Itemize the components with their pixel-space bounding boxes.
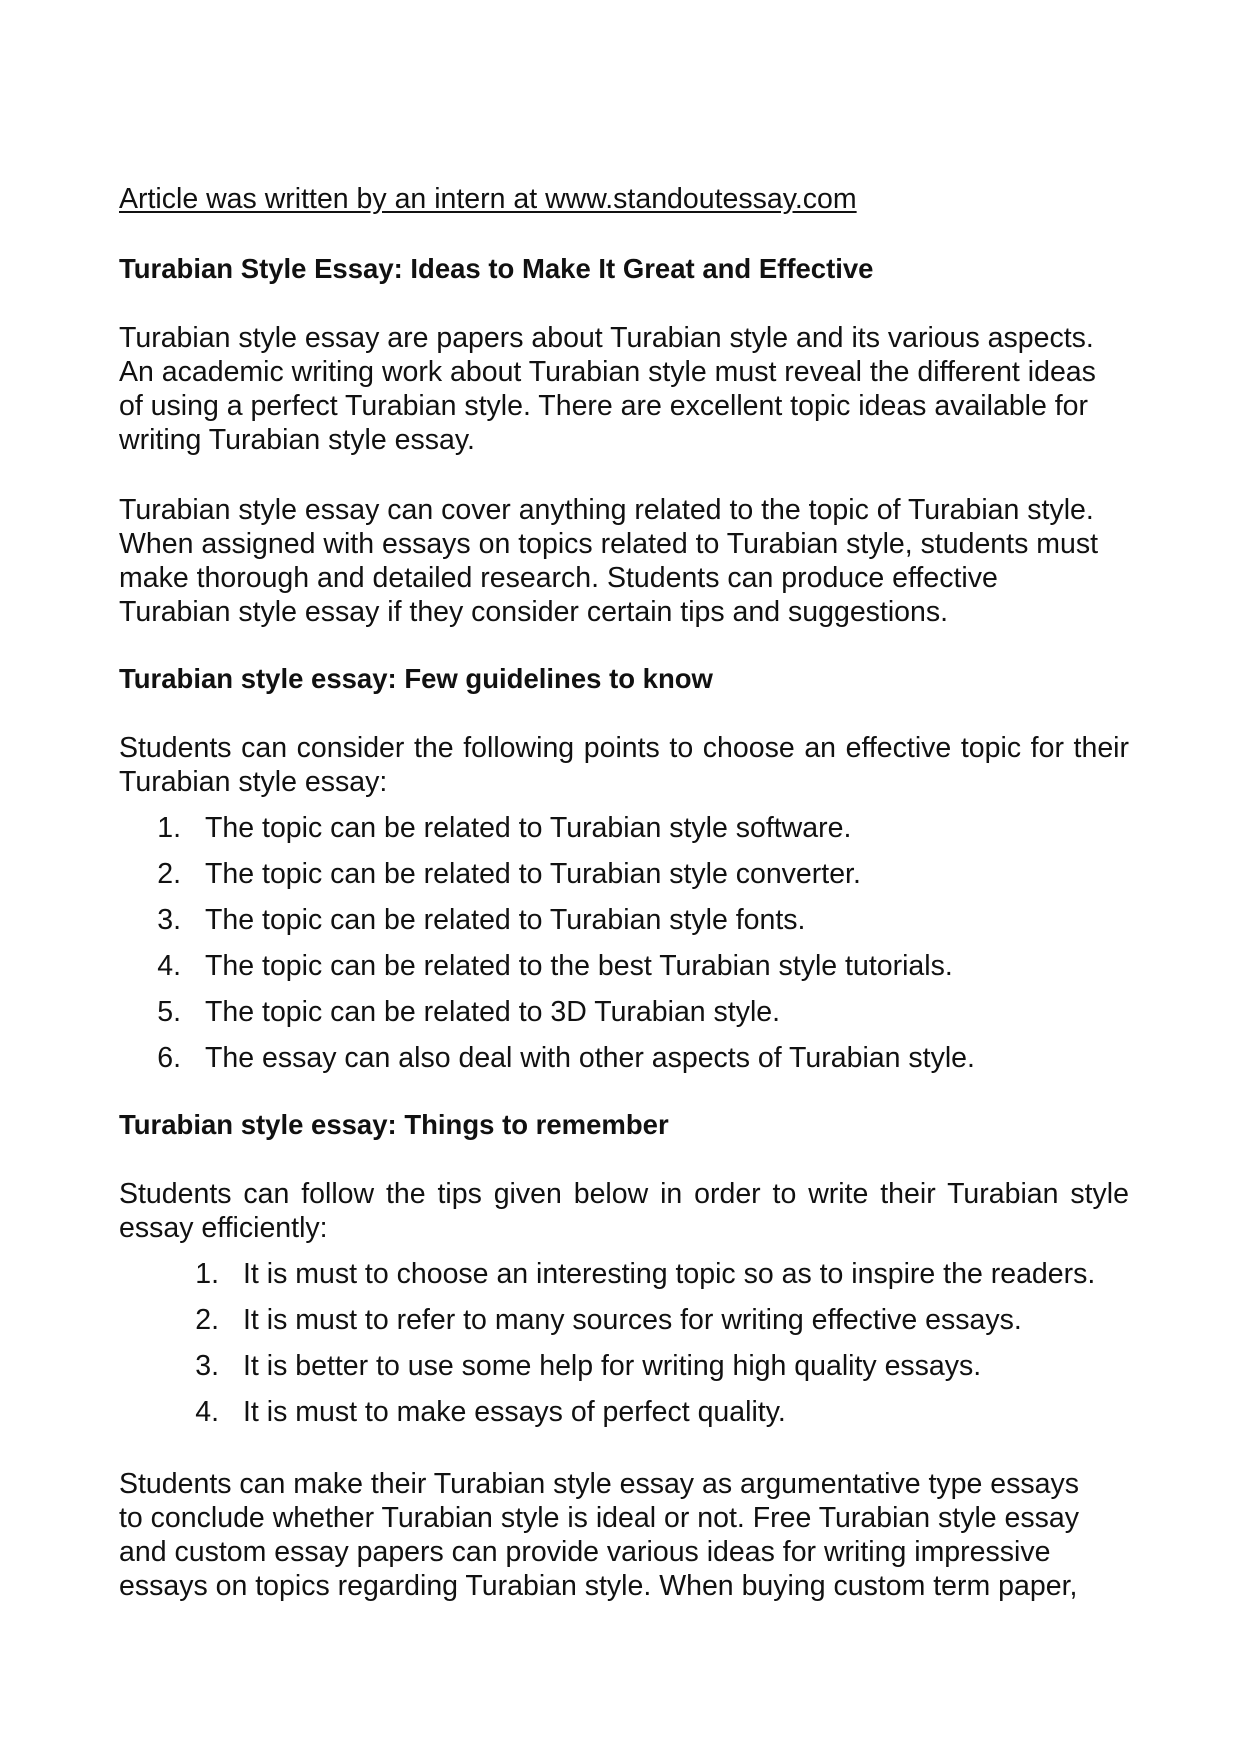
section2-lead: Students can follow the tips given below in order to write their Turabian style essay efficiently: (119, 1178, 1129, 1244)
document-title: Turabian Style Essay: Ideas to Make It Great and Effective (119, 253, 874, 284)
list-item-text: The topic can be related to Turabian style fonts. (205, 904, 806, 936)
list-item-text: The topic can be related to Turabian style software. (205, 812, 852, 844)
list-item-number: 2. (195, 1304, 219, 1336)
list-item (119, 949, 1129, 983)
list-item-number: 5. (157, 996, 181, 1028)
intro-paragraph: Turabian style essay are papers about Turabian style and its various aspects. An academic writing work about Turabian style must reveal the different ideas of using a perfect Turabian style. There are excellent topic ideas available for writing Turabian style essay. (119, 322, 1096, 456)
second-paragraph: Turabian style essay can cover anything related to the topic of Turabian style. When assigned with essays on topics related to Turabian style, students must make thorough and detailed research. Students can produce effective Turabian style essay if they consider certain tips and suggestions. (119, 494, 1099, 628)
list-item-number: 1. (157, 812, 181, 844)
list-item-text: The topic can be related to Turabian style converter. (205, 858, 861, 890)
list-item-number: 6. (157, 1042, 181, 1074)
list-item (119, 1349, 1129, 1383)
guidelines-list (119, 811, 1129, 1075)
document-page (119, 182, 1129, 1603)
list-item-text: The topic can be related to the best Turabian style tutorials. (205, 950, 953, 982)
list-item-text: It is must to choose an interesting topic so as to inspire the readers. (243, 1258, 1096, 1290)
list-item (119, 857, 1129, 891)
list-item-text: It is must to refer to many sources for writing effective essays. (243, 1304, 1022, 1336)
list-item (119, 903, 1129, 937)
list-item-number: 2. (157, 858, 181, 890)
list-item-number: 3. (157, 904, 181, 936)
list-item (119, 1041, 1129, 1075)
list-item (119, 1303, 1129, 1337)
section1-lead: Students can consider the following points to choose an effective topic for their Turabian style essay: (119, 732, 1129, 798)
list-item-number: 1. (195, 1258, 219, 1290)
list-item-number: 4. (157, 950, 181, 982)
list-item-text: It is better to use some help for writing high quality essays. (243, 1350, 982, 1382)
list-item (119, 995, 1129, 1029)
list-item (119, 1395, 1129, 1429)
list-item-text: The essay can also deal with other aspects of Turabian style. (205, 1042, 975, 1074)
list-item (119, 1257, 1129, 1291)
list-item-number: 3. (195, 1350, 219, 1382)
tips-list (119, 1257, 1129, 1429)
list-item (119, 811, 1129, 845)
section1-heading: Turabian style essay: Few guidelines to know (119, 663, 713, 694)
attribution-link[interactable]: Article was written by an intern at www.standoutessay.com (119, 183, 857, 215)
section2-heading: Turabian style essay: Things to remember (119, 1109, 669, 1140)
list-item-text: It is must to make essays of perfect quality. (243, 1396, 786, 1428)
closing-paragraph: Students can make their Turabian style essay as argumentative type essays to conclude whether Turabian style is ideal or not. Free Turabian style essay and custom essay papers can provide various ideas for writing impressive essays on topics regarding Turabian style. When buying custom term paper, (119, 1468, 1080, 1602)
list-item-text: The topic can be related to 3D Turabian style. (205, 996, 781, 1028)
list-item-number: 4. (195, 1396, 219, 1428)
